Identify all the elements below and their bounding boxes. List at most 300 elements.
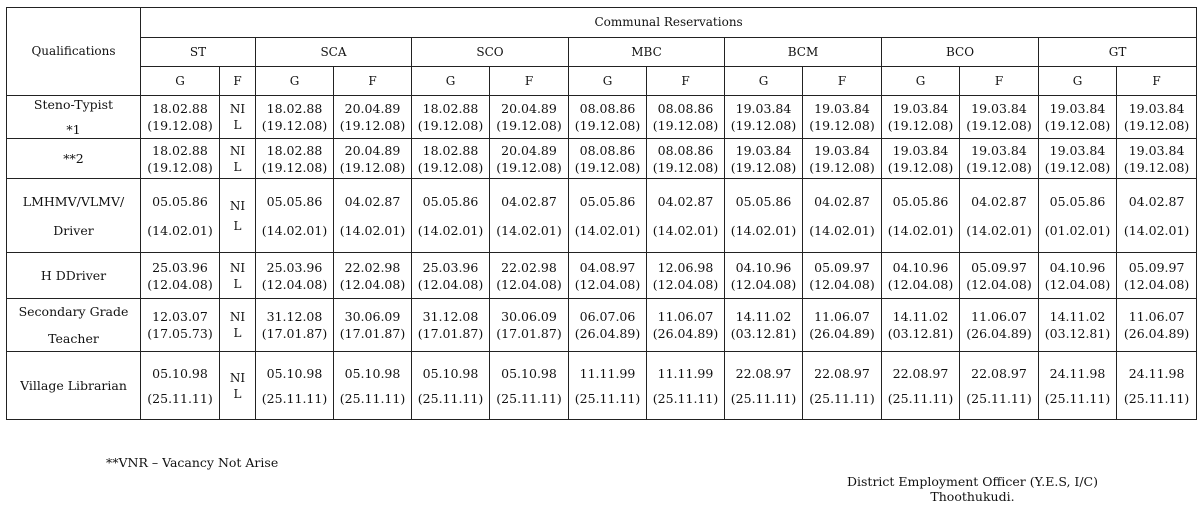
date-value: 20.04.89: [344, 101, 401, 116]
registration-date: (17.01.87): [496, 326, 562, 341]
registration-date: (14.02.01): [652, 222, 719, 238]
gender-header-sca-f: F: [334, 67, 412, 96]
registration-date: (25.11.11): [417, 390, 484, 406]
qualification-cell: [7, 139, 141, 179]
category-header-gt: GT: [1039, 38, 1197, 67]
date-cell-sca-g: [256, 352, 334, 420]
gender-header-bco-f: F: [960, 67, 1039, 96]
date-cell-sco-g: [412, 139, 490, 179]
date-cell-gt-g: [1039, 139, 1117, 179]
signature-block: [820, 474, 1125, 504]
category-header-bcm: BCM: [725, 38, 882, 67]
date-value: 12.06.98: [657, 259, 714, 275]
registration-date: (14.02.01): [261, 222, 328, 238]
date-value: 19.03.84: [814, 142, 870, 158]
date-cell-sca-f: [334, 96, 412, 139]
date-cell-bcm-f: [803, 352, 882, 420]
signature-title: District Employment Officer (Y.E.S, I/C): [846, 474, 1098, 489]
table-row: [7, 96, 1197, 139]
gender-header-bcm-f: F: [803, 67, 882, 96]
gender-header-sco-g: G: [412, 67, 490, 96]
date-cell-sca-g: [256, 299, 334, 352]
date-value: 12.03.07: [152, 309, 208, 324]
registration-date: (19.12.08): [809, 159, 875, 175]
date-value: 19.03.84: [1128, 101, 1185, 116]
gender-header-st-f: F: [220, 67, 256, 96]
registration-date: (19.12.08): [496, 159, 562, 175]
date-value: 05.05.86: [1049, 193, 1106, 209]
date-cell-bco-f: [960, 299, 1039, 352]
nil-text: NI: [229, 143, 246, 158]
table-row: [7, 253, 1197, 299]
date-cell-sco-f: [490, 352, 569, 420]
nil-cell: [220, 179, 256, 253]
date-value: 05.05.86: [579, 193, 636, 209]
date-cell-mbc-g: [569, 96, 647, 139]
date-cell-mbc-g: [569, 179, 647, 253]
registration-date: (19.12.08): [574, 118, 641, 133]
date-value: 19.03.84: [735, 142, 792, 158]
date-value: 18.02.88: [266, 142, 323, 158]
date-cell-sca-g: [256, 179, 334, 253]
date-cell-mbc-g: [569, 253, 647, 299]
date-value: 08.08.86: [579, 142, 636, 158]
registration-date: (25.11.11): [809, 390, 875, 406]
gender-header-gt-f: F: [1117, 67, 1197, 96]
gender-header-sco-f: F: [490, 67, 569, 96]
date-cell-st-g: [141, 139, 220, 179]
qualification-label: Driver: [53, 222, 94, 238]
registration-date: (26.04.89): [574, 326, 641, 341]
gender-header-st-g: G: [141, 67, 220, 96]
registration-date: (17.01.87): [339, 326, 406, 341]
category-header-st: ST: [141, 38, 256, 67]
date-value: 24.11.98: [1128, 365, 1185, 381]
nil-text: NI: [229, 310, 246, 324]
date-value: 14.11.02: [1049, 309, 1106, 324]
qualification-label: **2: [63, 151, 84, 166]
date-cell-sco-f: [490, 96, 569, 139]
date-value: 11.11.99: [579, 365, 636, 381]
date-value: 19.03.84: [971, 101, 1027, 116]
registration-date: (26.04.89): [1123, 326, 1190, 341]
registration-date: (03.12.81): [887, 326, 954, 341]
registration-date: (01.02.01): [1044, 222, 1111, 238]
date-cell-sca-g: [256, 139, 334, 179]
registration-date: (19.12.08): [809, 118, 875, 133]
registration-date: (19.12.08): [887, 159, 954, 175]
date-value: 24.11.98: [1049, 365, 1106, 381]
date-value: 05.05.86: [266, 193, 323, 209]
date-value: 19.03.84: [892, 101, 949, 116]
date-cell-gt-f: [1117, 299, 1197, 352]
registration-date: (17.05.73): [147, 326, 213, 341]
date-value: 18.02.88: [266, 101, 323, 116]
date-value: 04.10.96: [1049, 259, 1106, 275]
registration-date: (19.12.08): [496, 118, 562, 133]
date-cell-st-g: [141, 253, 220, 299]
date-cell-bcm-f: [803, 253, 882, 299]
date-cell-gt-g: [1039, 299, 1117, 352]
registration-date: (19.12.08): [652, 118, 719, 133]
qualification-cell: [7, 253, 141, 299]
qualification-label: Village Librarian: [20, 378, 127, 393]
date-cell-gt-f: [1117, 253, 1197, 299]
date-cell-sca-g: [256, 96, 334, 139]
date-value: 05.05.86: [152, 193, 208, 209]
date-value: 19.03.84: [892, 142, 949, 158]
qualification-label: Secondary Grade: [18, 304, 129, 319]
nil-cell: [220, 299, 256, 352]
date-value: 05.05.86: [422, 193, 479, 209]
registration-date: (17.01.87): [261, 326, 328, 341]
registration-date: (25.11.11): [966, 390, 1032, 406]
registration-date: (26.04.89): [652, 326, 719, 341]
date-value: 25.03.96: [152, 259, 208, 275]
date-value: 22.08.97: [892, 365, 949, 381]
date-cell-bcm-g: [725, 253, 803, 299]
date-value: 11.06.07: [657, 309, 714, 324]
date-value: 05.05.86: [892, 193, 949, 209]
registration-date: (12.04.08): [496, 276, 562, 292]
registration-date: (12.04.08): [1123, 276, 1190, 292]
date-value: 04.02.87: [1128, 193, 1185, 209]
registration-date: (12.04.08): [966, 276, 1032, 292]
date-cell-bcm-g: [725, 299, 803, 352]
date-cell-mbc-f: [647, 96, 725, 139]
date-cell-st-g: [141, 96, 220, 139]
registration-date: (14.02.01): [1123, 222, 1190, 238]
registration-date: (25.11.11): [496, 390, 562, 406]
registration-date: (14.02.01): [730, 222, 797, 238]
registration-date: (12.04.08): [887, 276, 954, 292]
date-cell-mbc-g: [569, 139, 647, 179]
date-value: 19.03.84: [1049, 101, 1106, 116]
date-value: 06.07.06: [579, 309, 636, 324]
date-cell-sco-g: [412, 96, 490, 139]
category-header-mbc: MBC: [569, 38, 725, 67]
registration-date: (19.12.08): [574, 159, 641, 175]
registration-date: (19.12.08): [887, 118, 954, 133]
date-value: 18.02.88: [422, 142, 479, 158]
footnote-vnr: **VNR – Vacancy Not Arise: [106, 455, 279, 470]
date-value: 05.10.98: [422, 365, 479, 381]
date-value: 19.03.84: [1049, 142, 1106, 158]
date-value: 04.02.87: [344, 193, 401, 209]
date-cell-bco-g: [882, 179, 960, 253]
date-value: 11.11.99: [657, 365, 714, 381]
registration-date: (25.11.11): [887, 390, 954, 406]
date-value: 31.12.08: [266, 309, 323, 324]
nil-cell: [220, 96, 256, 139]
date-cell-bcm-f: [803, 96, 882, 139]
nil-text: NI: [229, 260, 246, 275]
gender-header-mbc-g: G: [569, 67, 647, 96]
date-cell-bcm-f: [803, 179, 882, 253]
date-value: 25.03.96: [266, 259, 323, 275]
category-header-bco: BCO: [882, 38, 1039, 67]
registration-date: (14.02.01): [887, 222, 954, 238]
nil-text: L: [233, 218, 242, 233]
registration-date: (19.12.08): [339, 118, 406, 133]
date-cell-sco-f: [490, 139, 569, 179]
date-cell-bco-f: [960, 96, 1039, 139]
category-header-sco: SCO: [412, 38, 569, 67]
registration-date: (12.04.08): [261, 276, 328, 292]
date-cell-gt-f: [1117, 179, 1197, 253]
table-row: [7, 352, 1197, 420]
date-value: 04.02.87: [501, 193, 557, 209]
registration-date: (19.12.08): [652, 159, 719, 175]
registration-date: (14.02.01): [417, 222, 484, 238]
date-value: 22.02.98: [344, 259, 401, 275]
registration-date: (14.02.01): [147, 222, 213, 238]
registration-date: (25.11.11): [339, 390, 406, 406]
date-cell-bco-g: [882, 253, 960, 299]
table-row: [7, 139, 1197, 179]
date-cell-mbc-f: [647, 253, 725, 299]
date-cell-gt-g: [1039, 179, 1117, 253]
registration-date: (26.04.89): [809, 326, 875, 341]
qualification-cell: [7, 352, 141, 420]
date-cell-mbc-f: [647, 139, 725, 179]
date-value: 04.02.87: [814, 193, 870, 209]
date-cell-st-g: [141, 352, 220, 420]
qualification-label: *1: [66, 122, 81, 137]
date-value: 05.09.97: [814, 259, 870, 275]
nil-text: L: [233, 276, 242, 291]
date-value: 05.09.97: [1128, 259, 1185, 275]
date-cell-gt-g: [1039, 253, 1117, 299]
date-cell-sca-f: [334, 179, 412, 253]
date-cell-mbc-f: [647, 352, 725, 420]
date-cell-sco-f: [490, 179, 569, 253]
gender-header-gt-g: G: [1039, 67, 1117, 96]
registration-date: (19.12.08): [339, 159, 406, 175]
date-value: 20.04.89: [501, 142, 557, 158]
date-cell-sco-f: [490, 299, 569, 352]
nil-text: NI: [229, 102, 246, 116]
date-value: 04.08.97: [579, 259, 636, 275]
date-cell-gt-g: [1039, 352, 1117, 420]
nil-cell: [220, 352, 256, 420]
date-cell-bcm-g: [725, 179, 803, 253]
date-value: 30.06.09: [344, 309, 401, 324]
registration-date: (25.11.11): [1044, 390, 1111, 406]
registration-date: (25.11.11): [261, 390, 328, 406]
date-cell-sco-g: [412, 253, 490, 299]
date-value: 19.03.84: [1128, 142, 1185, 158]
qualification-label: Teacher: [48, 331, 99, 346]
date-cell-sca-f: [334, 299, 412, 352]
date-value: 22.08.97: [971, 365, 1027, 381]
registration-date: (12.04.08): [1044, 276, 1111, 292]
qualification-cell: [7, 179, 141, 253]
qualification-label: LMHMV/VLMV/: [22, 193, 125, 209]
date-value: 20.04.89: [344, 142, 401, 158]
date-value: 08.08.86: [657, 101, 714, 116]
qualification-label: Steno-Typist: [33, 97, 114, 112]
gender-header-bcm-g: G: [725, 67, 803, 96]
date-cell-bco-f: [960, 179, 1039, 253]
date-value: 11.06.07: [971, 309, 1027, 324]
date-cell-sco-g: [412, 179, 490, 253]
date-cell-bco-g: [882, 299, 960, 352]
nil-text: L: [233, 118, 242, 132]
registration-date: (12.04.08): [574, 276, 641, 292]
date-value: 20.04.89: [501, 101, 557, 116]
qualification-cell: [7, 96, 141, 139]
date-value: 18.02.88: [422, 101, 479, 116]
registration-date: (19.12.08): [147, 159, 213, 175]
registration-date: (19.12.08): [147, 118, 213, 133]
date-cell-gt-f: [1117, 352, 1197, 420]
date-cell-gt-f: [1117, 96, 1197, 139]
nil-cell: [220, 253, 256, 299]
registration-date: (12.04.08): [417, 276, 484, 292]
date-value: 22.02.98: [501, 259, 557, 275]
registration-date: (12.04.08): [809, 276, 875, 292]
date-value: 05.10.98: [344, 365, 401, 381]
date-cell-sco-f: [490, 253, 569, 299]
date-value: 05.05.86: [735, 193, 792, 209]
registration-date: (25.11.11): [652, 390, 719, 406]
qualification-label: H DDriver: [40, 268, 107, 283]
registration-date: (03.12.81): [730, 326, 797, 341]
nil-text: L: [233, 159, 242, 174]
date-cell-bcm-g: [725, 139, 803, 179]
date-value: 05.10.98: [152, 365, 208, 381]
table-body: [7, 96, 1197, 420]
signature-place: Thoothukudi.: [930, 489, 1015, 504]
registration-date: (19.12.08): [1123, 118, 1190, 133]
communal-reservations-header: Communal Reservations: [141, 8, 1197, 38]
date-value: 18.02.88: [152, 142, 208, 158]
registration-date: (25.11.11): [574, 390, 641, 406]
registration-date: (19.12.08): [417, 118, 484, 133]
registration-date: (19.12.08): [261, 118, 328, 133]
date-cell-st-g: [141, 299, 220, 352]
date-value: 19.03.84: [971, 142, 1027, 158]
registration-date: (19.12.08): [730, 118, 797, 133]
date-value: 31.12.08: [422, 309, 479, 324]
registration-date: (19.12.08): [730, 159, 797, 175]
registration-date: (14.02.01): [966, 222, 1032, 238]
nil-text: L: [233, 326, 242, 340]
date-value: 05.10.98: [501, 365, 557, 381]
registration-date: (12.04.08): [652, 276, 719, 292]
table-row: [7, 299, 1197, 352]
date-value: 05.10.98: [266, 365, 323, 381]
date-value: 05.09.97: [971, 259, 1027, 275]
date-cell-bcm-f: [803, 139, 882, 179]
qualification-cell: [7, 299, 141, 352]
date-cell-bco-g: [882, 139, 960, 179]
registration-date: (25.11.11): [730, 390, 797, 406]
registration-date: (03.12.81): [1044, 326, 1111, 341]
date-value: 19.03.84: [735, 101, 792, 116]
date-cell-mbc-f: [647, 179, 725, 253]
date-cell-mbc-g: [569, 352, 647, 420]
date-value: 30.06.09: [501, 309, 557, 324]
nil-cell: [220, 139, 256, 179]
registration-date: (19.12.08): [261, 159, 328, 175]
registration-date: (19.12.08): [1044, 118, 1111, 133]
category-header-sca: SCA: [256, 38, 412, 67]
date-cell-bcm-g: [725, 96, 803, 139]
date-value: 14.11.02: [735, 309, 792, 324]
registration-date: (12.04.08): [730, 276, 797, 292]
date-cell-sco-g: [412, 299, 490, 352]
date-cell-sco-g: [412, 352, 490, 420]
date-value: 18.02.88: [152, 101, 208, 116]
date-cell-bcm-f: [803, 299, 882, 352]
registration-date: (19.12.08): [417, 159, 484, 175]
registration-date: (12.04.08): [339, 276, 406, 292]
date-value: 04.02.87: [657, 193, 714, 209]
date-cell-bco-f: [960, 253, 1039, 299]
registration-date: (14.02.01): [809, 222, 875, 238]
registration-date: (19.12.08): [966, 118, 1032, 133]
date-value: 14.11.02: [892, 309, 949, 324]
date-value: 22.08.97: [735, 365, 792, 381]
date-cell-sca-f: [334, 139, 412, 179]
date-value: 04.10.96: [892, 259, 949, 275]
registration-date: (19.12.08): [1123, 159, 1190, 175]
date-value: 08.08.86: [657, 142, 714, 158]
table-row: [7, 179, 1197, 253]
date-cell-sca-g: [256, 253, 334, 299]
registration-date: (14.02.01): [496, 222, 562, 238]
registration-date: (14.02.01): [574, 222, 641, 238]
registration-date: (25.11.11): [147, 390, 213, 406]
date-cell-bco-f: [960, 352, 1039, 420]
qualifications-header: Qualifications: [7, 8, 141, 96]
date-value: 04.02.87: [971, 193, 1027, 209]
date-cell-sca-f: [334, 253, 412, 299]
date-value: 22.08.97: [814, 365, 870, 381]
communal-reservations-table: [6, 7, 1197, 420]
date-cell-bco-g: [882, 96, 960, 139]
registration-date: (14.02.01): [339, 222, 406, 238]
date-value: 11.06.07: [814, 309, 870, 324]
registration-date: (25.11.11): [1123, 390, 1190, 406]
registration-date: (26.04.89): [966, 326, 1032, 341]
nil-text: NI: [229, 370, 246, 385]
registration-date: (19.12.08): [1044, 159, 1111, 175]
nil-text: L: [233, 386, 242, 401]
date-cell-mbc-f: [647, 299, 725, 352]
date-cell-bco-f: [960, 139, 1039, 179]
date-cell-mbc-g: [569, 299, 647, 352]
date-cell-gt-f: [1117, 139, 1197, 179]
registration-date: (19.12.08): [966, 159, 1032, 175]
registration-date: (12.04.08): [147, 276, 213, 292]
gender-header-mbc-f: F: [647, 67, 725, 96]
date-cell-sca-f: [334, 352, 412, 420]
date-cell-bcm-g: [725, 352, 803, 420]
date-cell-bco-g: [882, 352, 960, 420]
date-value: 25.03.96: [422, 259, 479, 275]
gender-header-bco-g: G: [882, 67, 960, 96]
date-value: 11.06.07: [1128, 309, 1185, 324]
date-cell-gt-g: [1039, 96, 1117, 139]
date-value: 04.10.96: [735, 259, 792, 275]
registration-date: (17.01.87): [417, 326, 484, 341]
date-value: 08.08.86: [579, 101, 636, 116]
date-cell-st-g: [141, 179, 220, 253]
nil-text: NI: [229, 198, 246, 213]
